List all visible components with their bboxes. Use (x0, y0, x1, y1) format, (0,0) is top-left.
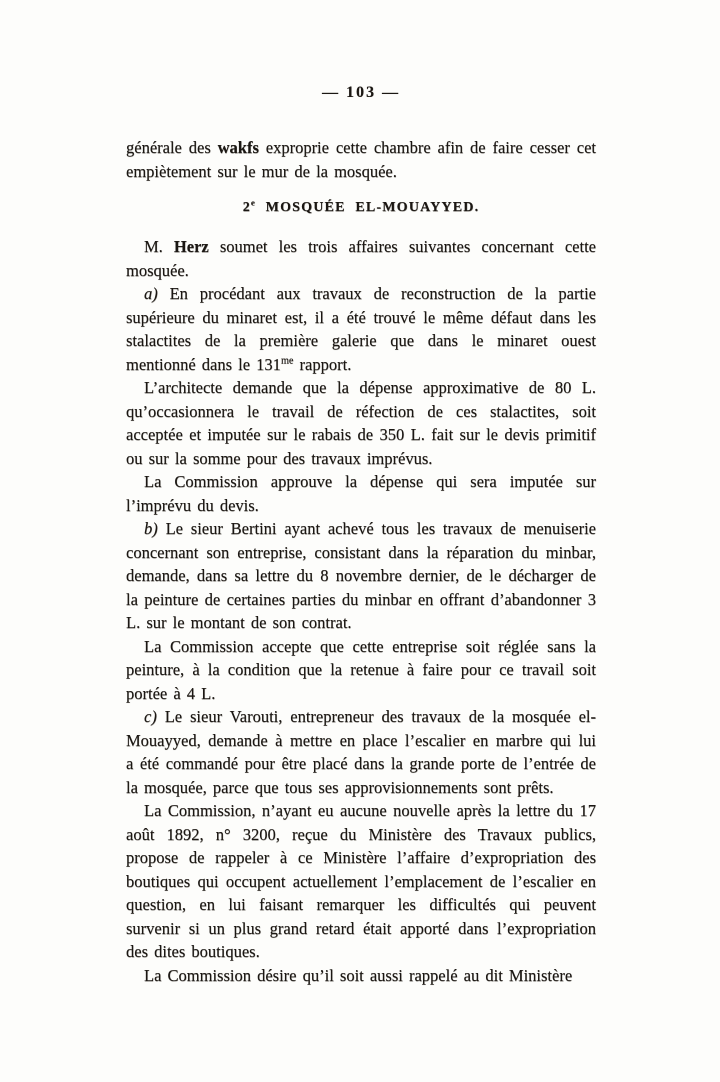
paragraph (126, 470, 596, 517)
text-run: La Commission approuve la dépense qui sera imputée sur l’imprévu du devis. (126, 472, 596, 515)
text-run: M. (144, 237, 174, 256)
text-run: Le sieur Bertini ayant achevé tous les travaux de menuiserie concernant son entreprise, consistant dans la réparation du minbar, demande, dans sa lettre du 8 novembre dernier, de le décharger de la peinture de certaines parties du minbar en offrant d’abandonner 3 L. sur le montant de son contrat. (126, 519, 596, 632)
text-run: rapport. (293, 354, 352, 374)
text-bold: wakfs (217, 138, 259, 157)
text-run: 2 (242, 200, 251, 215)
text-sup: e (250, 197, 256, 208)
page-number: — 103 — (322, 84, 400, 101)
text-run: MOSQUÉE EL-MOUAYYED. (255, 200, 480, 215)
paragraph (126, 517, 596, 635)
page-body (126, 136, 596, 987)
text-run: soumet les trois affaires suivantes concernant cette mosquée. (126, 237, 596, 280)
text-italic: b) (144, 519, 158, 538)
text-run: générale des (126, 138, 218, 157)
text-run: La Commission désire qu’il soit aussi rappelé au dit Ministère (144, 965, 573, 985)
paragraph (126, 235, 596, 282)
text-bold: Herz (173, 237, 209, 256)
paragraph (126, 799, 596, 964)
paragraph (126, 136, 596, 183)
text-italic: c) (144, 707, 157, 726)
paragraph (126, 282, 596, 376)
paragraph (126, 964, 596, 988)
text-run: Le sieur Varouti, entrepreneur des travaux de la mosquée el-Mouayyed, demande à mettre en place l’escalier en marbre qui lui a été commandé pour être placé dans la grande porte de l’entrée de la mosquée, parce que tous ses approvisionnements sont prêts. (126, 707, 596, 797)
paragraph (126, 376, 596, 470)
text-run: L’architecte demande que la dépense approximative de 80 L. qu’occasionnera le travail de réfection de ces stalactites, soit acceptée et imputée sur le rabais de 350 L. fait sur le devis primitif ou sur la somme pour des travaux imprévus. (126, 378, 596, 468)
section-heading (126, 197, 596, 216)
text-run: La Commission, n’ayant eu aucune nouvelle après la lettre du 17 août 1892, n° 3200, reçue du Ministère des Travaux publics, propose de rappeler à ce Ministère l’affaire d’expropriation des boutiques qui occupent actuellement l’emplacement de l’escalier en question, en lui faisant remarquer les difficultés qui peuvent survenir si un plus grand retard était apporté dans l’expropriation des dites boutiques. (126, 801, 596, 961)
text-run: exproprie cette chambre afin de faire cesser cet empiètement sur le mur de la mosquée. (126, 138, 596, 181)
text-italic: a) (144, 284, 158, 303)
text-sup: me (280, 355, 294, 366)
paragraph (126, 705, 596, 799)
paragraph (126, 635, 596, 706)
text-run: La Commission accepte que cette entreprise soit réglée sans la peinture, à la condition que la retenue à faire pour ce travail soit portée à 4 L. (126, 636, 596, 703)
text-run: En procédant aux travaux de reconstruction de la partie supérieure du minaret est, il a été trouvé le même défaut dans les stalactites de la première galerie que dans le minaret ouest mentionné dans le 131 (126, 284, 596, 374)
